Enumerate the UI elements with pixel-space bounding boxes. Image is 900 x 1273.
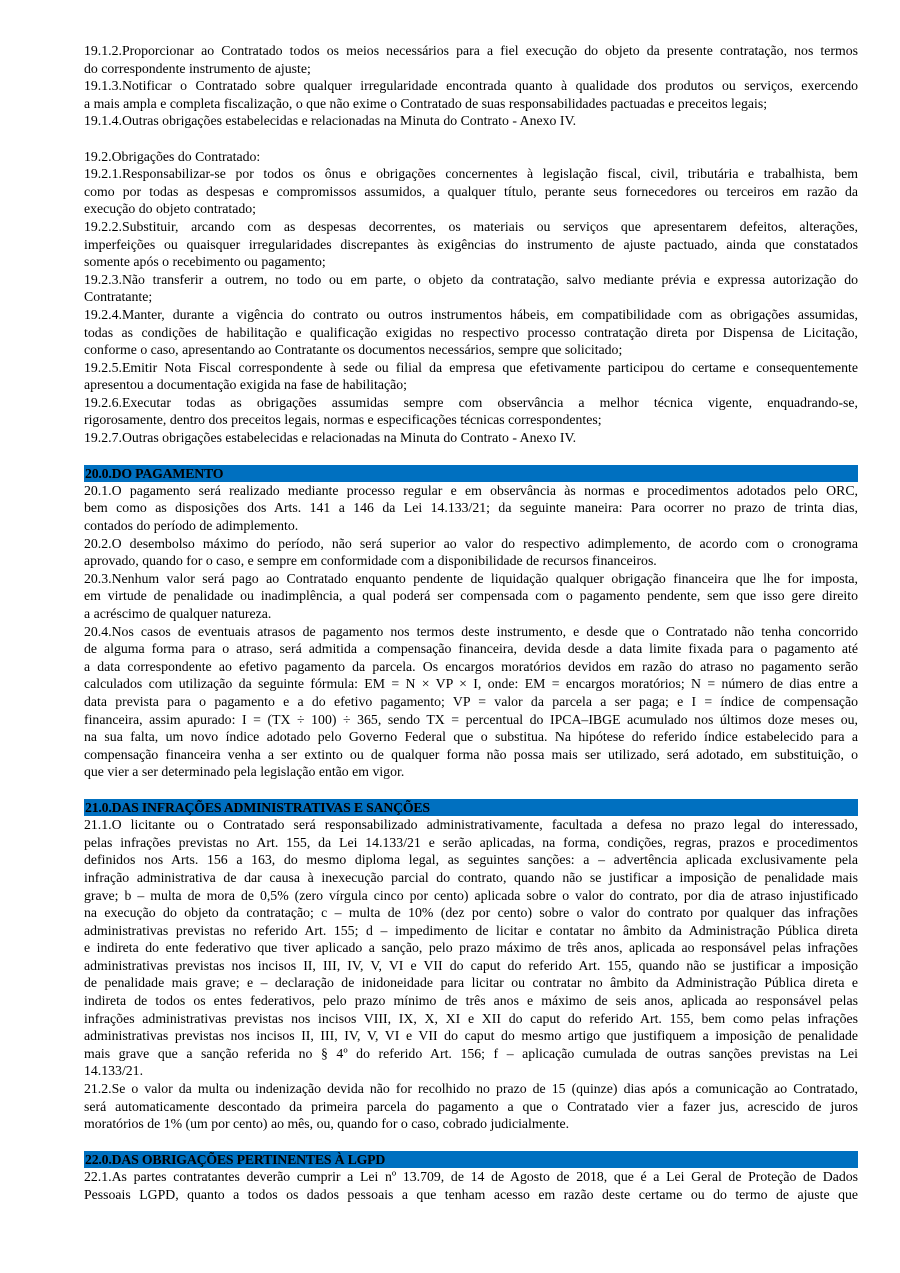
text-line: 21.2.Se o valor da multa ou indenização devida não for recolhido no prazo de 15 (quinze) dias após a comunicação ao Contratado, [84, 1081, 858, 1097]
section-heading: 21.0.DAS INFRAÇÕES ADMINISTRATIVAS E SANÇÕES [84, 799, 858, 816]
text-line: 20.4.Nos casos de eventuais atrasos de pagamento nos termos deste instrumento, e desde que o Contratado não tenha concorrido [84, 623, 858, 639]
text-line: 19.2.5.Emitir Nota Fiscal correspondente à sede ou filial da empresa que efetivamente participou do certame e consequentemente [84, 359, 858, 375]
text-line: definidos nos Arts. 156 a 163, do mesmo diploma legal, as seguintes sanções: a – advertência aplicada exclusivamente pela [84, 852, 858, 868]
text-line: conforme o caso, apresentando ao Contratante os documentos necessários, sempre que solicitado; [84, 342, 623, 358]
paragraph [84, 42, 858, 77]
document-page [84, 42, 858, 1203]
paragraph [84, 1168, 858, 1203]
text-line: bem como as disposições dos Arts. 141 a 146 da Lei 14.133/21; da seguinte maneira: Para ocorrer no prazo de trinta dias, [84, 500, 858, 516]
text-line: será automaticamente descontado da primeira parcela do pagamento a que o Contratado vier a fazer jus, acrescido de juros [84, 1098, 858, 1114]
paragraph [84, 165, 858, 218]
paragraph [84, 394, 858, 429]
paragraph [84, 1080, 858, 1133]
paragraph [84, 271, 858, 306]
paragraph [84, 816, 858, 1080]
text-line: na sua falta, um novo índice adotado pelo Governo Federal que o substitua. Na hipótese do referido índice estabelecido para a [84, 729, 858, 745]
text-line: em virtude de penalidade ou inadimplência, a qual poderá ser compensada com o pagamento pendente, sem que isso gere direito [84, 588, 858, 604]
text-line: pelas infrações previstas no Art. 155, da Lei 14.133/21 e serão aplicadas, na forma, condições, regras, prazos e procedimentos [84, 834, 858, 850]
text-line: todas as condições de habilitação e qualificação exigidas no respectivo processo contratação direta por Dispensa de Licitação, [84, 324, 858, 340]
blank-line [84, 781, 858, 799]
text-line: 22.1.As partes contratantes deverão cumprir a Lei nº 13.709, de 14 de Agosto de 2018, que é a Lei Geral de Proteção de Dados [84, 1169, 858, 1184]
text-line: e indireta do ente federativo que tiver aplicado a sanção, pelo prazo máximo de três anos, aplicada ao responsável pelas infrações [84, 940, 858, 956]
text-line: 19.1.2.Proporcionar ao Contratado todos os meios necessários para a fiel execução do objeto da presente contratação, nos termos [84, 43, 858, 58]
text-line: somente após o recebimento ou pagamento; [84, 254, 326, 270]
text-line: 19.1.4.Outras obrigações estabelecidas e relacionadas na Minuta do Contrato - Anexo IV. [84, 113, 577, 129]
text-line: administrativas previstas nos incisos II, III, IV, V, VI e VII do caput do mesmo artigo que justifiquem a imposição de penalidade [84, 1028, 858, 1044]
text-line: 19.2.1.Responsabilizar-se por todos os ônus e obrigações concernentes à legislação fiscal, civil, tributária e trabalhista, bem [84, 166, 858, 182]
text-line: 14.133/21. [84, 1063, 144, 1079]
text-line: compensação financeira venha a ser extinto ou de qualquer forma não possa mais ser utilizado, será adotado, em substituição, o [84, 746, 858, 762]
text-line: infração administrativa de dar causa à inexecução parcial do contrato, quando não se justificar a imposição de penalidade mais [84, 869, 858, 885]
text-line: 21.1.O licitante ou o Contratado será responsabilizado administrativamente, facultada a defesa no prazo legal do interessado, [84, 817, 858, 833]
text-line: financeira, assim apurado: I = (TX ÷ 100) ÷ 365, sendo TX = percentual do IPCA–IBGE acumulado nos últimos doze meses ou, [84, 711, 858, 727]
text-line: 19.2.6.Executar todas as obrigações assumidas sempre com observância a melhor técnica vigente, enquadrando-se, [84, 394, 858, 410]
text-line: 19.2.Obrigações do Contratado: [84, 148, 261, 164]
text-line: mais grave que a sanção referida no § 4º do referido Art. 156; f – aplicação cumulada de outras sanções previstas na Lei [84, 1045, 858, 1061]
text-line: que vier a ser determinado pela legislação então em vigor. [84, 764, 405, 780]
text-line: a acréscimo de qualquer natureza. [84, 606, 272, 621]
text-line: a data correspondente ao efetivo pagamento da parcela. Os encargos moratórios devidos em razão do atraso no pagamento serão [84, 658, 858, 674]
text-line: 19.1.3.Notificar o Contratado sobre qualquer irregularidade encontrada quanto à qualidade dos produtos ou serviços, exercendo [84, 78, 858, 94]
text-line: como por todas as despesas e compromissos assumidos, a qualquer título, perante seus fornecedores ou terceiros em razão da [84, 183, 858, 199]
section-heading: 22.0.DAS OBRIGAÇÕES PERTINENTES À LGPD [84, 1151, 858, 1168]
paragraph [84, 77, 858, 112]
text-line: 19.2.3.Não transferir a outrem, no todo ou em parte, o objeto da contratação, salvo mediante prévia e expressa autorização do [84, 271, 858, 287]
text-line: moratórios de 1% (um por cento) ao mês, ou, quando for o caso, cobrado judicialmente. [84, 1116, 570, 1132]
text-line: de penalidade mais grave; e – declaração de inidoneidade para licitar ou contratar no âmbito da Administração Pública direta e [84, 975, 858, 991]
text-line: calculados com utilização da seguinte fórmula: EM = N × VP × I, onde: EM = encargos moratórios; N = número de dias entre a [84, 676, 858, 692]
paragraph [84, 218, 858, 271]
text-line: data prevista para o pagamento e a do efetivo pagamento; VP = valor da parcela a ser paga; e I = índice de compensação [84, 693, 858, 709]
text-line: 20.1.O pagamento será realizado mediante processo regular e em observância às normas e procedimentos adotados pelo ORC, [84, 482, 858, 498]
text-line: execução do objeto contratado; [84, 201, 257, 217]
text-line: 19.2.7.Outras obrigações estabelecidas e relacionadas na Minuta do Contrato - Anexo IV. [84, 430, 577, 446]
text-line: na execução do objeto da contratação; c – multa de 10% (dez por cento) sobre o valor do contrato por qualquer das infrações [84, 905, 858, 921]
text-line: imperfeições ou quaisquer irregularidades discrepantes às exigências do instrumento de ajuste pactuado, ainda que constatados [84, 236, 858, 252]
text-line: 20.2.O desembolso máximo do período, não será superior ao valor do respectivo adimplemento, de acordo com o cronograma [84, 535, 858, 551]
text-line: indireta de todos os entes federativos, pelo prazo mínimo de três anos e máximo de seis anos, aplicada ao responsável pelas [84, 993, 858, 1009]
section-heading: 20.0.DO PAGAMENTO [84, 465, 858, 482]
text-line: 19.2.4.Manter, durante a vigência do contrato ou outros instrumentos hábeis, em compatibilidade com as obrigações assumidas, [84, 306, 858, 322]
text-line: do correspondente instrumento de ajuste; [84, 60, 311, 76]
paragraph [84, 535, 858, 570]
paragraph [84, 148, 858, 166]
text-line: infrações administrativas previstas nos incisos VIII, IX, X, XI e XII do caput do referido Art. 155, bem como pelas infrações [84, 1010, 858, 1026]
text-line: administrativas previstas no referido Art. 155; d – impedimento de licitar e contatar no âmbito da Administração Pública direta [84, 922, 858, 938]
paragraph [84, 112, 858, 130]
text-line: 19.2.2.Substituir, arcando com as despesas decorrentes, os materiais ou serviços que apresentarem defeitos, alterações, [84, 218, 858, 234]
blank-line [84, 1133, 858, 1151]
paragraph [84, 306, 858, 359]
text-line: grave; b – multa de mora de 0,5% (zero vírgula cinco por cento) aplicada sobre o valor do contrato, por dia de atraso injustificado [84, 887, 858, 903]
paragraph [84, 429, 858, 447]
paragraph [84, 570, 858, 623]
blank-line [84, 447, 858, 465]
paragraph [84, 623, 858, 781]
paragraph [84, 359, 858, 394]
text-line: contados do período de adimplemento. [84, 518, 299, 534]
text-line: rigorosamente, dentro dos preceitos legais, normas e especificações técnicas correspondentes; [84, 412, 602, 428]
text-line: a mais ampla e completa fiscalização, o que não exime o Contratado de suas responsabilidades pactuadas e preceitos legais; [84, 95, 768, 111]
text-line: administrativas previstas nos incisos II, III, IV, V, VI e VII do caput do referido Art. 155, quando não se justificar a imposição [84, 957, 858, 973]
text-line: 20.3.Nenhum valor será pago ao Contratado enquanto pendente de liquidação qualquer obrigação financeira que lhe for imposta, [84, 570, 858, 586]
text-line: aprovado, quando for o caso, e sempre em conformidade com a disponibilidade de recursos financeiros. [84, 553, 657, 569]
text-line: Contratante; [84, 289, 153, 305]
paragraph [84, 482, 858, 535]
blank-line [84, 130, 858, 148]
text-line: Pessoais LGPD, quanto a todos os dados pessoais a que tenham acesso em razão deste certame ou do termo de ajuste que [84, 1186, 858, 1202]
text-line: de alguma forma para o atraso, será admitida a compensação financeira, devida desde a data limite fixada para o pagamento até [84, 641, 858, 657]
text-line: apresentou a documentação exigida na fase de habilitação; [84, 377, 407, 393]
